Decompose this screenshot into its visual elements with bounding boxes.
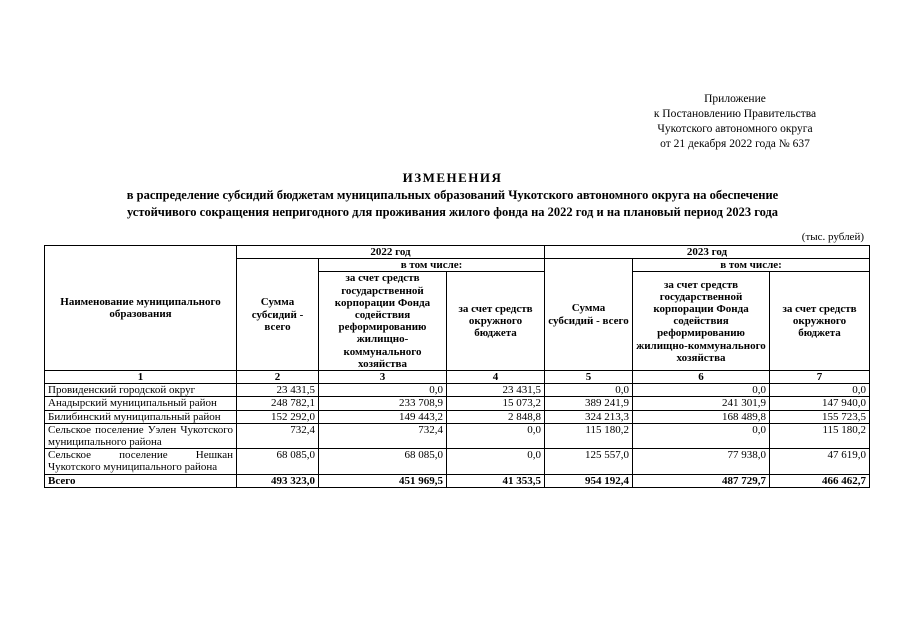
municipality-name: Сельское поселение Уэлен Чукотского муниципального района bbox=[45, 423, 237, 448]
header-including-2022: в том числе: bbox=[319, 259, 545, 272]
value-cell: 147 940,0 bbox=[770, 397, 870, 410]
value-cell: 115 180,2 bbox=[545, 423, 633, 448]
value-cell: 324 213,3 bbox=[545, 410, 633, 423]
header-fund-2022: за счет средств государственной корпорации Фонда содействия реформированию жилищно-коммунального хозяйства bbox=[319, 272, 447, 371]
municipality-name: Провиденский городской округ bbox=[45, 384, 237, 397]
value-cell: 23 431,5 bbox=[447, 384, 545, 397]
table-row bbox=[45, 449, 870, 474]
municipality-name: Билибинский муниципальный район bbox=[45, 410, 237, 423]
value-cell: 47 619,0 bbox=[770, 449, 870, 474]
column-number: 4 bbox=[447, 371, 545, 384]
appendix-line: к Постановлению Правительства bbox=[653, 108, 817, 120]
header-total-2022: Сумма субсидий - всего bbox=[237, 259, 319, 371]
value-cell: 0,0 bbox=[633, 384, 770, 397]
appendix-line: Чукотского автономного округа bbox=[657, 123, 813, 135]
value-cell: 0,0 bbox=[447, 423, 545, 448]
header-district-2022: за счет средств окружного бюджета bbox=[447, 272, 545, 371]
value-cell: 115 180,2 bbox=[770, 423, 870, 448]
appendix-line: от 21 декабря 2022 года № 637 bbox=[660, 138, 810, 150]
table-row bbox=[45, 384, 870, 397]
total-value-cell: 493 323,0 bbox=[237, 474, 319, 487]
value-cell: 68 085,0 bbox=[319, 449, 447, 474]
value-cell: 149 443,2 bbox=[319, 410, 447, 423]
value-cell: 233 708,9 bbox=[319, 397, 447, 410]
table-row bbox=[45, 410, 870, 423]
table-row bbox=[45, 397, 870, 410]
subtitle-line: в распределение субсидий бюджетам муниципальных образований Чукотского автономного округа на обеспечение bbox=[126, 188, 779, 202]
header-year-2022: 2022 год bbox=[237, 246, 545, 259]
value-cell: 248 782,1 bbox=[237, 397, 319, 410]
value-cell: 2 848,8 bbox=[447, 410, 545, 423]
value-cell: 0,0 bbox=[447, 449, 545, 474]
column-number: 6 bbox=[633, 371, 770, 384]
value-cell: 0,0 bbox=[319, 384, 447, 397]
value-cell: 77 938,0 bbox=[633, 449, 770, 474]
total-value-cell: 41 353,5 bbox=[447, 474, 545, 487]
value-cell: 0,0 bbox=[545, 384, 633, 397]
value-cell: 732,4 bbox=[237, 423, 319, 448]
column-number: 1 bbox=[45, 371, 237, 384]
value-cell: 15 073,2 bbox=[447, 397, 545, 410]
total-value-cell: 487 729,7 bbox=[633, 474, 770, 487]
value-cell: 23 431,5 bbox=[237, 384, 319, 397]
appendix-line: Приложение bbox=[704, 93, 766, 105]
municipality-name: Анадырский муниципальный район bbox=[45, 397, 237, 410]
header-total-2023: Сумма субсидий - всего bbox=[545, 259, 633, 371]
value-cell: 155 723,5 bbox=[770, 410, 870, 423]
column-number: 5 bbox=[545, 371, 633, 384]
value-cell: 0,0 bbox=[633, 423, 770, 448]
document-title: ИЗМЕНЕНИЯ bbox=[402, 170, 503, 185]
value-cell: 389 241,9 bbox=[545, 397, 633, 410]
column-number: 2 bbox=[237, 371, 319, 384]
total-value-cell: 954 192,4 bbox=[545, 474, 633, 487]
column-number: 3 bbox=[319, 371, 447, 384]
units-note: (тыс. рублей) bbox=[801, 231, 864, 243]
column-number: 7 bbox=[770, 371, 870, 384]
header-fund-2023: за счет средств государственной корпорации Фонда содействия реформированию жилищно-коммунального хозяйства bbox=[633, 272, 770, 371]
subtitle-line: устойчивого сокращения непригодного для проживания жилого фонда на 2022 год и на плановый период 2023 года bbox=[126, 205, 779, 219]
header-district-2023: за счет средств окружного бюджета bbox=[770, 272, 870, 371]
column-number-row bbox=[45, 371, 870, 384]
value-cell: 168 489,8 bbox=[633, 410, 770, 423]
document-subtitle bbox=[0, 187, 905, 221]
value-cell: 0,0 bbox=[770, 384, 870, 397]
appendix-block bbox=[560, 92, 905, 152]
subsidy-table bbox=[44, 245, 870, 488]
total-value-cell: 466 462,7 bbox=[770, 474, 870, 487]
header-year-2023: 2023 год bbox=[545, 246, 870, 259]
total-label: Всего bbox=[45, 474, 237, 487]
value-cell: 152 292,0 bbox=[237, 410, 319, 423]
value-cell: 68 085,0 bbox=[237, 449, 319, 474]
value-cell: 241 301,9 bbox=[633, 397, 770, 410]
value-cell: 732,4 bbox=[319, 423, 447, 448]
header-including-2023: в том числе: bbox=[633, 259, 870, 272]
table-row bbox=[45, 423, 870, 448]
value-cell: 125 557,0 bbox=[545, 449, 633, 474]
municipality-name: Сельское поселение Нешкан Чукотского муниципального района bbox=[45, 449, 237, 474]
total-value-cell: 451 969,5 bbox=[319, 474, 447, 487]
header-name: Наименование муниципального образования bbox=[45, 246, 237, 371]
total-row bbox=[45, 474, 870, 487]
